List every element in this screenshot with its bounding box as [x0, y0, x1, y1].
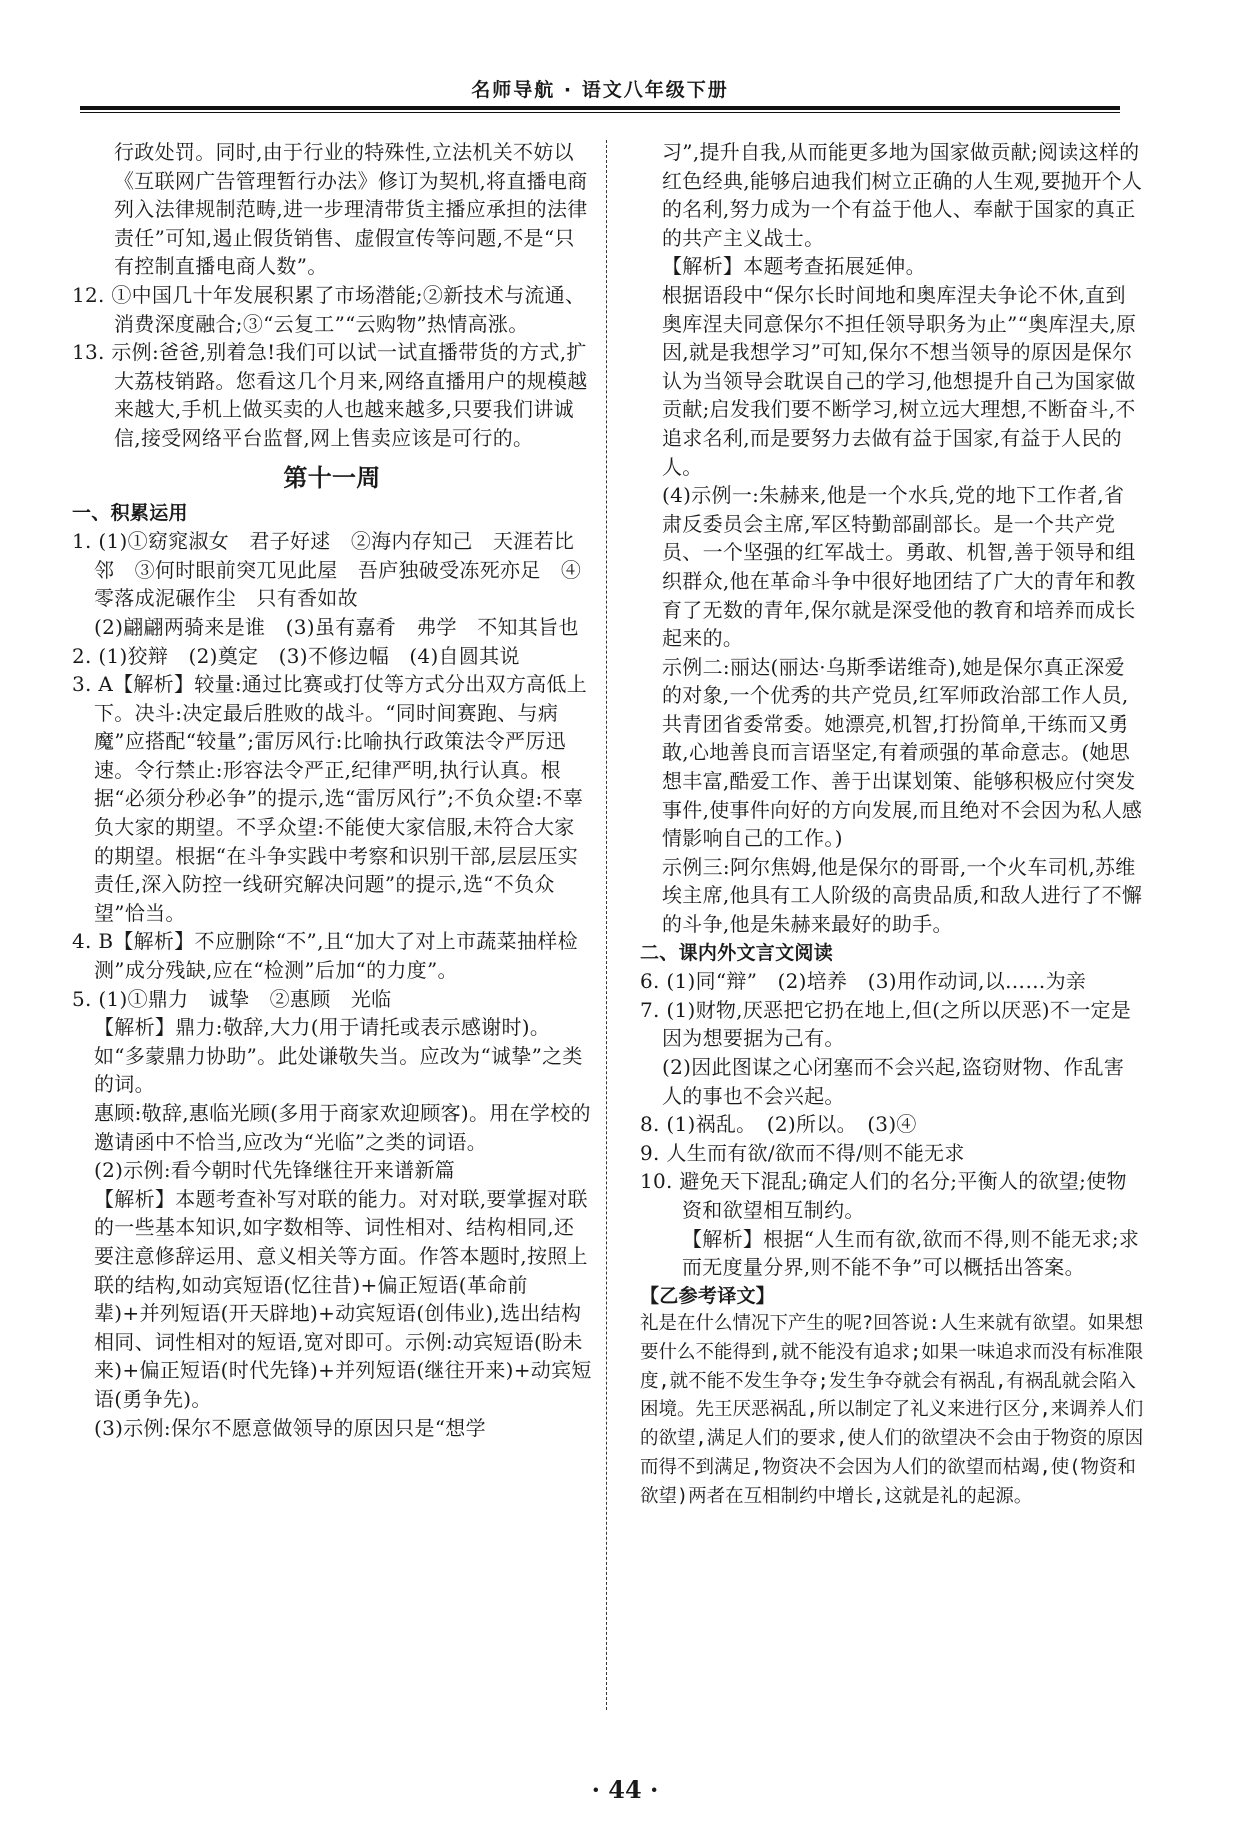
example-1: (4)示例一:朱赫来,他是一个水兵,党的地下工作者,省肃反委员会主席,军区特勤部副部长。是一个共产党员、一个坚强的红军战士。勇敢、机智,善于领导和组织群众,他在革命斗争中很好地团结了广大的青年和教育了无数的青年,保尔就是深受他的教育和培养而成长起来的。 [662, 483, 1136, 651]
answer-10-analysis: 【解析】根据“人生而有欲,欲而不得,则不能无求;求而无度量分界,则不能不争”可以概括出答案。 [682, 1226, 1140, 1280]
answer-1a: 1. (1)①窈窕淑女 君子好逑 ②海内存知己 天涯若比邻 ③何时眼前突兀见此屋 吾庐独破受冻死亦足 ④零落成泥碾作尘 只有香如故 [72, 529, 582, 611]
answer-2: 2. (1)狡辩 (2)奠定 (3)不修边幅 (4)自圆其说 [72, 643, 520, 668]
answer-3: 3. A【解析】较量:通过比赛或打仗等方式分出双方高低上下。决斗:决定最后胜败的战斗。“同时间赛跑、与病魔”应搭配“较量”;雷厉风行:比喻执行政策法令严厉迅速。令行禁止:形容法令严正,纪律严明,执行认真。根据“必须分秒必争”的提示,选“雷厉风行”;不负众望:不辜负大家的期望。不孚众望:不能使大家信服,未符合大家的期望。根据“在斗争实践中考察和识别干部,层层压实责任,深入防控一线研究解决问题”的提示,选“不负众望”恰当。 [72, 672, 588, 925]
column-divider [606, 140, 607, 1710]
answer-5-analysis-1: 【解析】鼎力:敬辞,大力(用于请托或表示感谢时)。如“多蒙鼎力协助”。此处谦敬失当。应改为“诚挚”之类的词。 [94, 1015, 583, 1097]
header-rule-thin [80, 112, 1120, 113]
answer-4: 4. B【解析】不应删除“不”,且“加大了对上市蔬菜抽样检测”成分残缺,应在“检测”后加“的力度”。 [72, 929, 578, 983]
page-header [80, 76, 1120, 116]
section-heading-2: 二、课内外文言文阅读 [640, 941, 834, 964]
analysis-body: 根据语段中“保尔长时间地和奥库涅夫争论不休,直到奥库涅夫同意保尔不担任领导职务为止”“奥库涅夫,原因,就是我想学习”可知,保尔不想当领导的原因是保尔认为当领导会耽误自己的学习,他想提升自己为国家做贡献;启发我们要不断学习,树立远大理想,不断奋斗,不追求名利,而是要努力去做有益于国家,有益于人民的人。 [662, 282, 1137, 479]
section-heading-1: 一、积累运用 [72, 501, 188, 524]
answer-5a: 5. (1)①鼎力 诚挚 ②惠顾 光临 [72, 986, 392, 1011]
answer-6: 6. (1)同“辩” (2)培养 (3)用作动词,以……为亲 [640, 969, 1087, 994]
answer-13: 13. 示例:爸爸,别着急!我们可以试一试直播带货的方式,扩大荔枝销路。您看这几个月来,网络直播用户的规模越来越大,手机上做买卖的人也越来越多,只要我们讲诚信,接受网络平台监督,网上售卖应该是可行的。 [72, 340, 588, 450]
answer-9: 9. 人生而有欲/欲而不得/则不能无求 [640, 1140, 965, 1165]
header-title: 名师导航 · 语文八年级下册 [471, 79, 729, 101]
answer-1b: (2)翩翩两骑来是谁 (3)虽有嘉肴 弗学 不知其旨也 [94, 614, 579, 639]
header-rule-thick [80, 106, 1120, 110]
translation-text: 礼是在什么情况下产生的呢?回答说:人生来就有欲望。如果想要什么不能得到,就不能没有追求;如果一味追求而没有标准限度,就不能不发生争夺;发生争夺就会有祸乱,有祸乱就会陷入困境。先王厌恶祸乱,所以制定了礼义来进行区分,来调养人们的欲望,满足人们的要求,使人们的欲望决不会由于物资的原因而得不到满足,物资决不会因为人们的欲望而枯竭,使(物资和欲望)两者在互相制约中增长,这就是礼的起源。 [640, 1313, 1144, 1507]
page-number: · 44 · [591, 1775, 659, 1804]
analysis-extension: 【解析】本题考查拓展延伸。 [662, 254, 926, 279]
answer-10: 10. 避免天下混乱;确定人们的名分;平衡人的欲望;使物资和欲望相互制约。 [640, 1169, 1127, 1222]
answer-5-couplet: (2)示例:看今朝时代先锋继往开来谱新篇 [94, 1158, 456, 1183]
answer-8: 8. (1)祸乱。 (2)所以。 (3)④ [640, 1112, 917, 1137]
left-column [72, 138, 592, 1442]
left-continued-paragraph: 行政处罚。同时,由于行业的特殊性,立法机关不妨以《互联网广告管理暂行办法》修订为契机,将直播电商列入法律规制范畴,进一步理清带货主播应承担的法律责任”可知,遏止假货销售、虚假宣传等问题,不是“只有控制直播电商人数”。 [114, 140, 588, 279]
answer-7b: (2)因此图谋之心闭塞而不会兴起,盗窃财物、作乱害人的事也不会兴起。 [662, 1055, 1125, 1108]
right-column [640, 138, 1144, 1511]
answer-5-analysis-3: 【解析】本题考查补写对联的能力。对对联,要掌握对联的一些基本知识,如字数相等、词性相对、结构相同,还要注意修辞运用、意义相关等方面。作答本题时,按照上联的结构,如动宾短语(忆往昔)+偏正短语(革命前辈)+并列短语(开天辟地)+动宾短语(创伟业),选出结构相同、词性相对的短语,宽对即可。示例:动宾短语(盼未来)+偏正短语(时代先锋)+并列短语(继往开来)+动宾短语(勇争先)。 [94, 1186, 592, 1411]
answer-5-part3: (3)示例:保尔不愿意做领导的原因只是“想学 [94, 1415, 486, 1440]
answer-12: 12. ①中国几十年发展积累了市场潜能;②新技术与流通、消费深度融合;③“云复工”“云购物”热情高涨。 [72, 282, 586, 336]
example-3: 示例三:阿尔焦姆,他是保尔的哥哥,一个火车司机,苏维埃主席,他具有工人阶级的高贵品质,和敌人进行了不懈的斗争,他是朱赫来最好的助手。 [662, 854, 1143, 937]
answer-5-analysis-2: 惠顾:敬辞,惠临光顾(多用于商家欢迎顾客)。用在学校的邀请函中不恰当,应改为“光临”之类的词语。 [94, 1101, 591, 1154]
answer-7: 7. (1)财物,厌恶把它扔在地上,但(之所以厌恶)不一定是因为想要据为己有。 [640, 997, 1132, 1051]
example-2: 示例二:丽达(丽达·乌斯季诺维奇),她是保尔真正深爱的对象,一个优秀的共产党员,红军师政治部工作人员,共青团省委常委。她漂亮,机智,打扮简单,干练而又勇敢,心地善良而言语坚定,有着顽强的革命意志。(她思想丰富,酷爱工作、善于出谋划策、能够积极应付突发事件,使事件向好的方向发展,而且绝对不会因为私人感情影响自己的工作。) [662, 654, 1143, 851]
translation-heading: 【乙参考译文】 [640, 1284, 776, 1307]
right-continued-paragraph: 习”,提升自我,从而能更多地为国家做贡献;阅读这样的红色经典,能够启迪我们树立正确的人生观,要抛开个人的名利,努力成为一个有益于他人、奉献于国家的真正的共产主义战士。 [662, 140, 1143, 250]
week-title: 第十一周 [283, 462, 381, 492]
